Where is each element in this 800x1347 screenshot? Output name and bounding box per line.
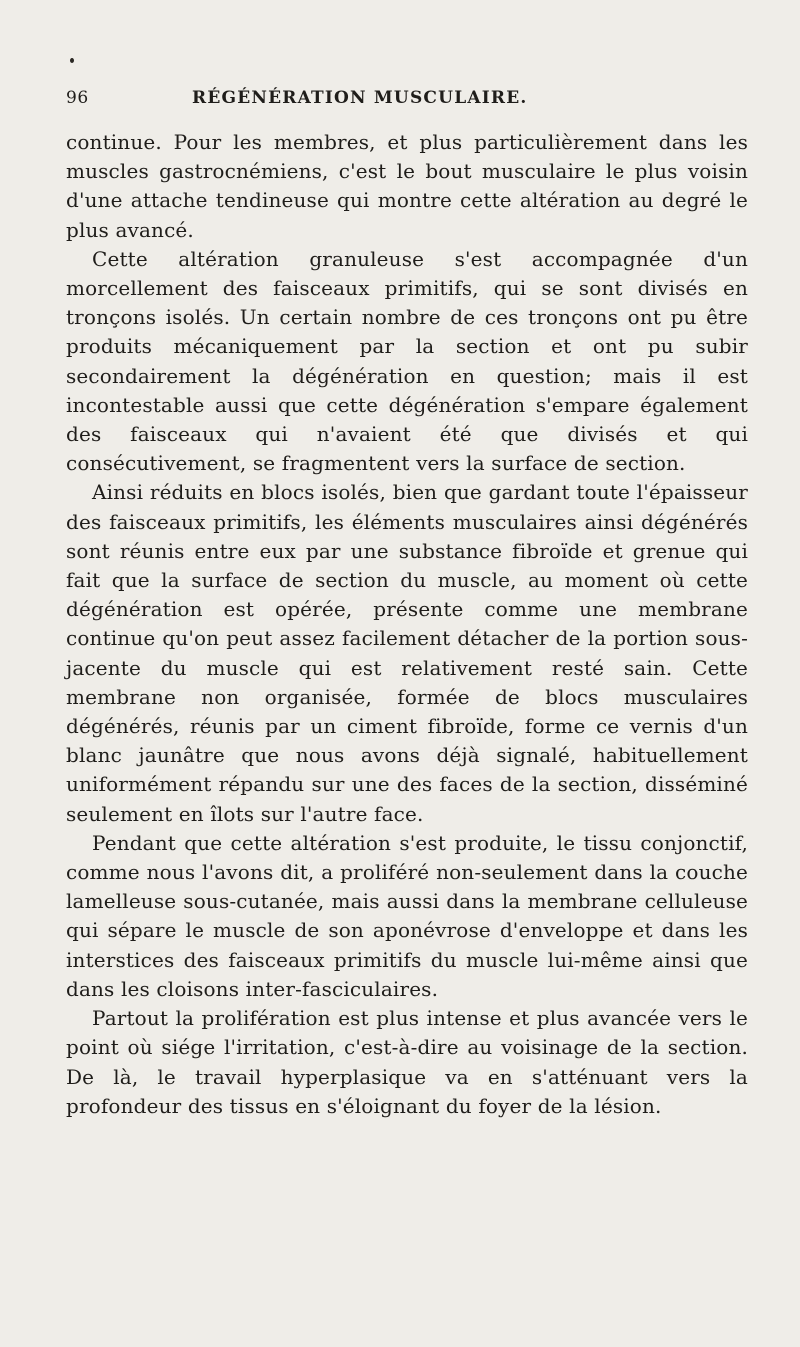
- print-speck: [70, 58, 74, 63]
- paragraph-4: Pendant que cette altération s'est produite, le tissu conjonctif, comme nous l'avons dit, a proliféré non-seulement dans la couche lamelleuse sous-cutanée, mais aussi dans la membrane celluleuse qui sépare le muscle de son aponévrose d'enveloppe et dans les interstices des faisceaux primitifs du muscle lui-même ainsi que dans les cloisons inter-fasciculaires.: [66, 830, 748, 1001]
- book-page: [66, 88, 748, 1121]
- paragraph-1: continue. Pour les membres, et plus particulièrement dans les muscles gastrocnémiens, c'est le bout musculaire le plus voisin d'une attache tendineuse qui montre cette altération au degré le plus avancé.: [66, 130, 748, 242]
- page-number: 96: [66, 88, 89, 108]
- paragraph-2: Cette altération granuleuse s'est accompagnée d'un morcellement des faisceaux primitifs, qui se sont divisés en tronçons isolés. Un certain nombre de ces tronçons ont pu être produits mécaniquement par la section et ont pu subir secondairement la dégénération en question; mais il est incontestable aussi que cette dégénération s'empare également des faisceaux qui n'avaient été que divisés et qui consécutivement, se fragmentent vers la surface de section.: [66, 246, 748, 476]
- running-title: RÉGÉNÉRATION MUSCULAIRE.: [192, 88, 528, 108]
- paragraph-3: Ainsi réduits en blocs isolés, bien que gardant toute l'épaisseur des faisceaux primitifs, les éléments musculaires ainsi dégénérés sont réunis entre eux par une substance fibroïde et grenue qui fait que la surface de section du muscle, au moment où cette dégénération est opérée, présente comme une membrane continue qu'on peut assez facilement détacher de la portion sous-jacente du muscle qui est relativement resté sain. Cette membrane non organisée, formée de blocs musculaires dégénérés, réunis par un ciment fibroïde, forme ce vernis d'un blanc jaunâtre que nous avons déjà signalé, habituellement uniformément répandu sur une des faces de la section, disséminé seulement en îlots sur l'autre face.: [66, 480, 748, 826]
- body-text: [66, 128, 748, 1121]
- paragraph-5: Partout la prolifération est plus intense et plus avancée vers le point où siége l'irritation, c'est-à-dire au voisinage de la section. De là, le travail hyperplasique va en s'atténuant vers la profondeur des tissus en s'éloignant du foyer de la lésion.: [66, 1006, 748, 1118]
- running-header: [66, 88, 748, 118]
